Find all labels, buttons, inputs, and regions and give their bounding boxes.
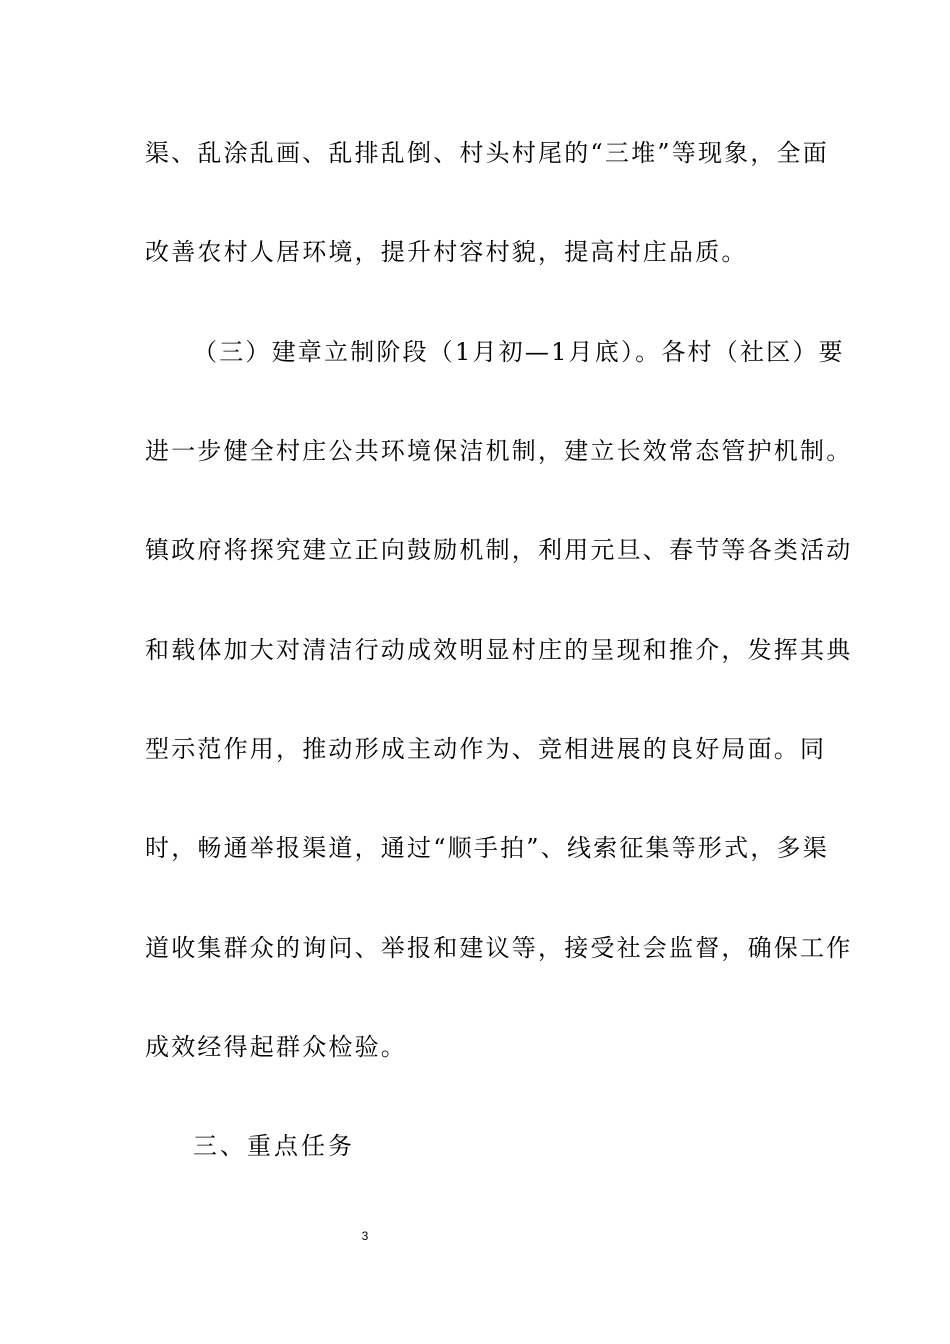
body-text-line: 改善农村人居环境，提升村容村貌，提高村庄品质。: [145, 238, 748, 266]
body-text-line: 进一步健全村庄公共环境保洁机制，建立长效常态管护机制。: [145, 437, 853, 465]
body-text-line: 渠、乱涂乱画、乱排乱倒、村头村尾的“三堆”等现象，全面: [145, 139, 829, 167]
body-text-line: 型示范作用，推动形成主动作为、竞相进展的良好局面。同: [145, 735, 827, 763]
body-text-line: 道收集群众的询问、举报和建议等，接受社会监督，确保工作: [145, 934, 853, 962]
body-text-line: 和载体加大对清洁行动成效明显村庄的呈现和推介，发挥其典: [145, 636, 853, 664]
page-number: 3: [361, 1229, 369, 1243]
paragraph-start-line: （三）建章立制阶段（1月初—1月底）。各村（社区）要: [193, 338, 845, 366]
section-heading: 三、重点任务: [193, 1132, 355, 1160]
body-text-line: 时，畅通举报渠道，通过“顺手拍”、线索征集等形式，多渠: [145, 834, 829, 862]
body-text-line: 成效经得起群众检验。: [145, 1033, 407, 1061]
body-text-line: 镇政府将探究建立正向鼓励机制，利用元旦、春节等各类活动: [145, 536, 853, 564]
